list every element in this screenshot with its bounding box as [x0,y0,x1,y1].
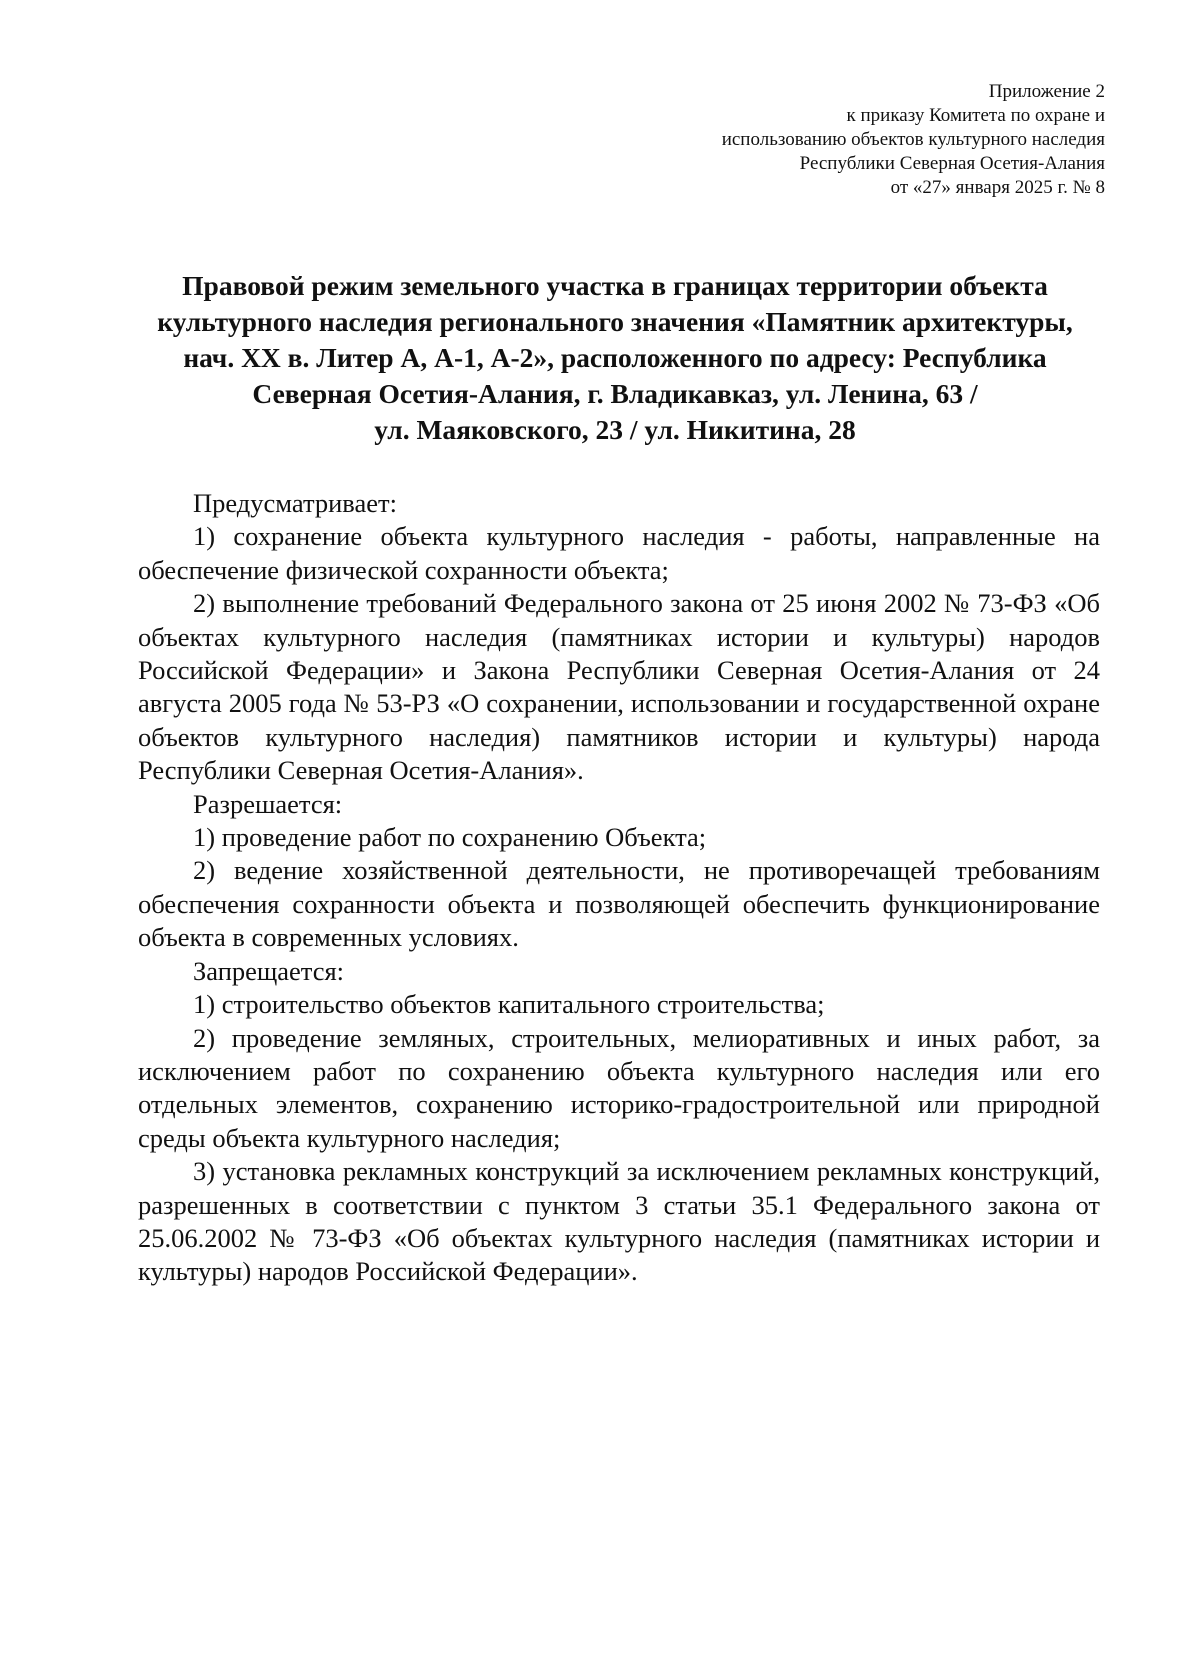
prohibited-item: 3) установка рекламных конструкций за исключением рекламных конструкций, разрешенных в соответствии с пунктом 3 статьи 35.1 Федерального закона от 25.06.2002 № 73-ФЗ «Об объектах культурного наследия (памятниках истории и культуры) народов Российской Федерации». [138,1156,1100,1287]
provision-item: 2) выполнение требований Федерального закона от 25 июня 2002 № 73-ФЗ «Об объектах культурного наследия (памятниках истории и культуры) народов Российской Федерации» и Закона Республики Северная Осетия-Алания от 24 августа 2005 года № 53-РЗ «О сохранении, использовании и государственной охране объектов культурного наследия) памятников истории и культуры) народа Республики Северная Осетия-Алания». [138,588,1100,786]
title-line: ул. Маяковского, 23 / ул. Никитина, 28 [374,414,856,445]
permitted-item: 2) ведение хозяйственной деятельности, не противоречащей требованиям обеспечения сохранности объекта и позволяющей обеспечить функционирование объекта в современных условиях. [138,855,1100,953]
document-title [145,268,1085,448]
appendix-order-reference: к приказу Комитета по охране и [846,105,1105,126]
title-line: Северная Осетия-Алания, г. Владикавказ, ул. Ленина, 63 / [252,378,978,409]
section-heading-provides: Предусматривает: [193,488,397,518]
appendix-republic-name: Республики Северная Осетия-Алания [799,153,1105,174]
title-line: Правовой режим земельного участка в границах территории объекта [182,270,1048,301]
section-heading-prohibited: Запрещается: [193,955,345,986]
prohibited-item: 1) строительство объектов капитального строительства; [193,989,825,1020]
permitted-item: 1) проведение работ по сохранению Объекта; [193,822,707,853]
appendix-header [545,80,1105,200]
appendix-number: Приложение 2 [988,81,1105,102]
document-body [138,487,1100,1289]
prohibited-item: 2) проведение земляных, строительных, мелиоративных и иных работ, за исключением работ по сохранению объекта культурного наследия или его отдельных элементов, сохранению историко-градостроительной или природной среды объекта культурного наследия; [138,1022,1100,1153]
appendix-order-date: от «27» января 2025 г. № 8 [890,177,1105,198]
section-heading-permitted: Разрешается: [193,788,343,819]
provision-item: 1) сохранение объекта культурного наследия - работы, направленные на обеспечение физической сохранности объекта; [138,521,1100,585]
title-line: культурного наследия регионального значения «Памятник архитектуры, [157,306,1073,337]
title-line: нач. XX в. Литер А, А-1, А-2», расположенного по адресу: Республика [183,342,1047,373]
appendix-committee-name: использованию объектов культурного наследия [721,129,1105,150]
